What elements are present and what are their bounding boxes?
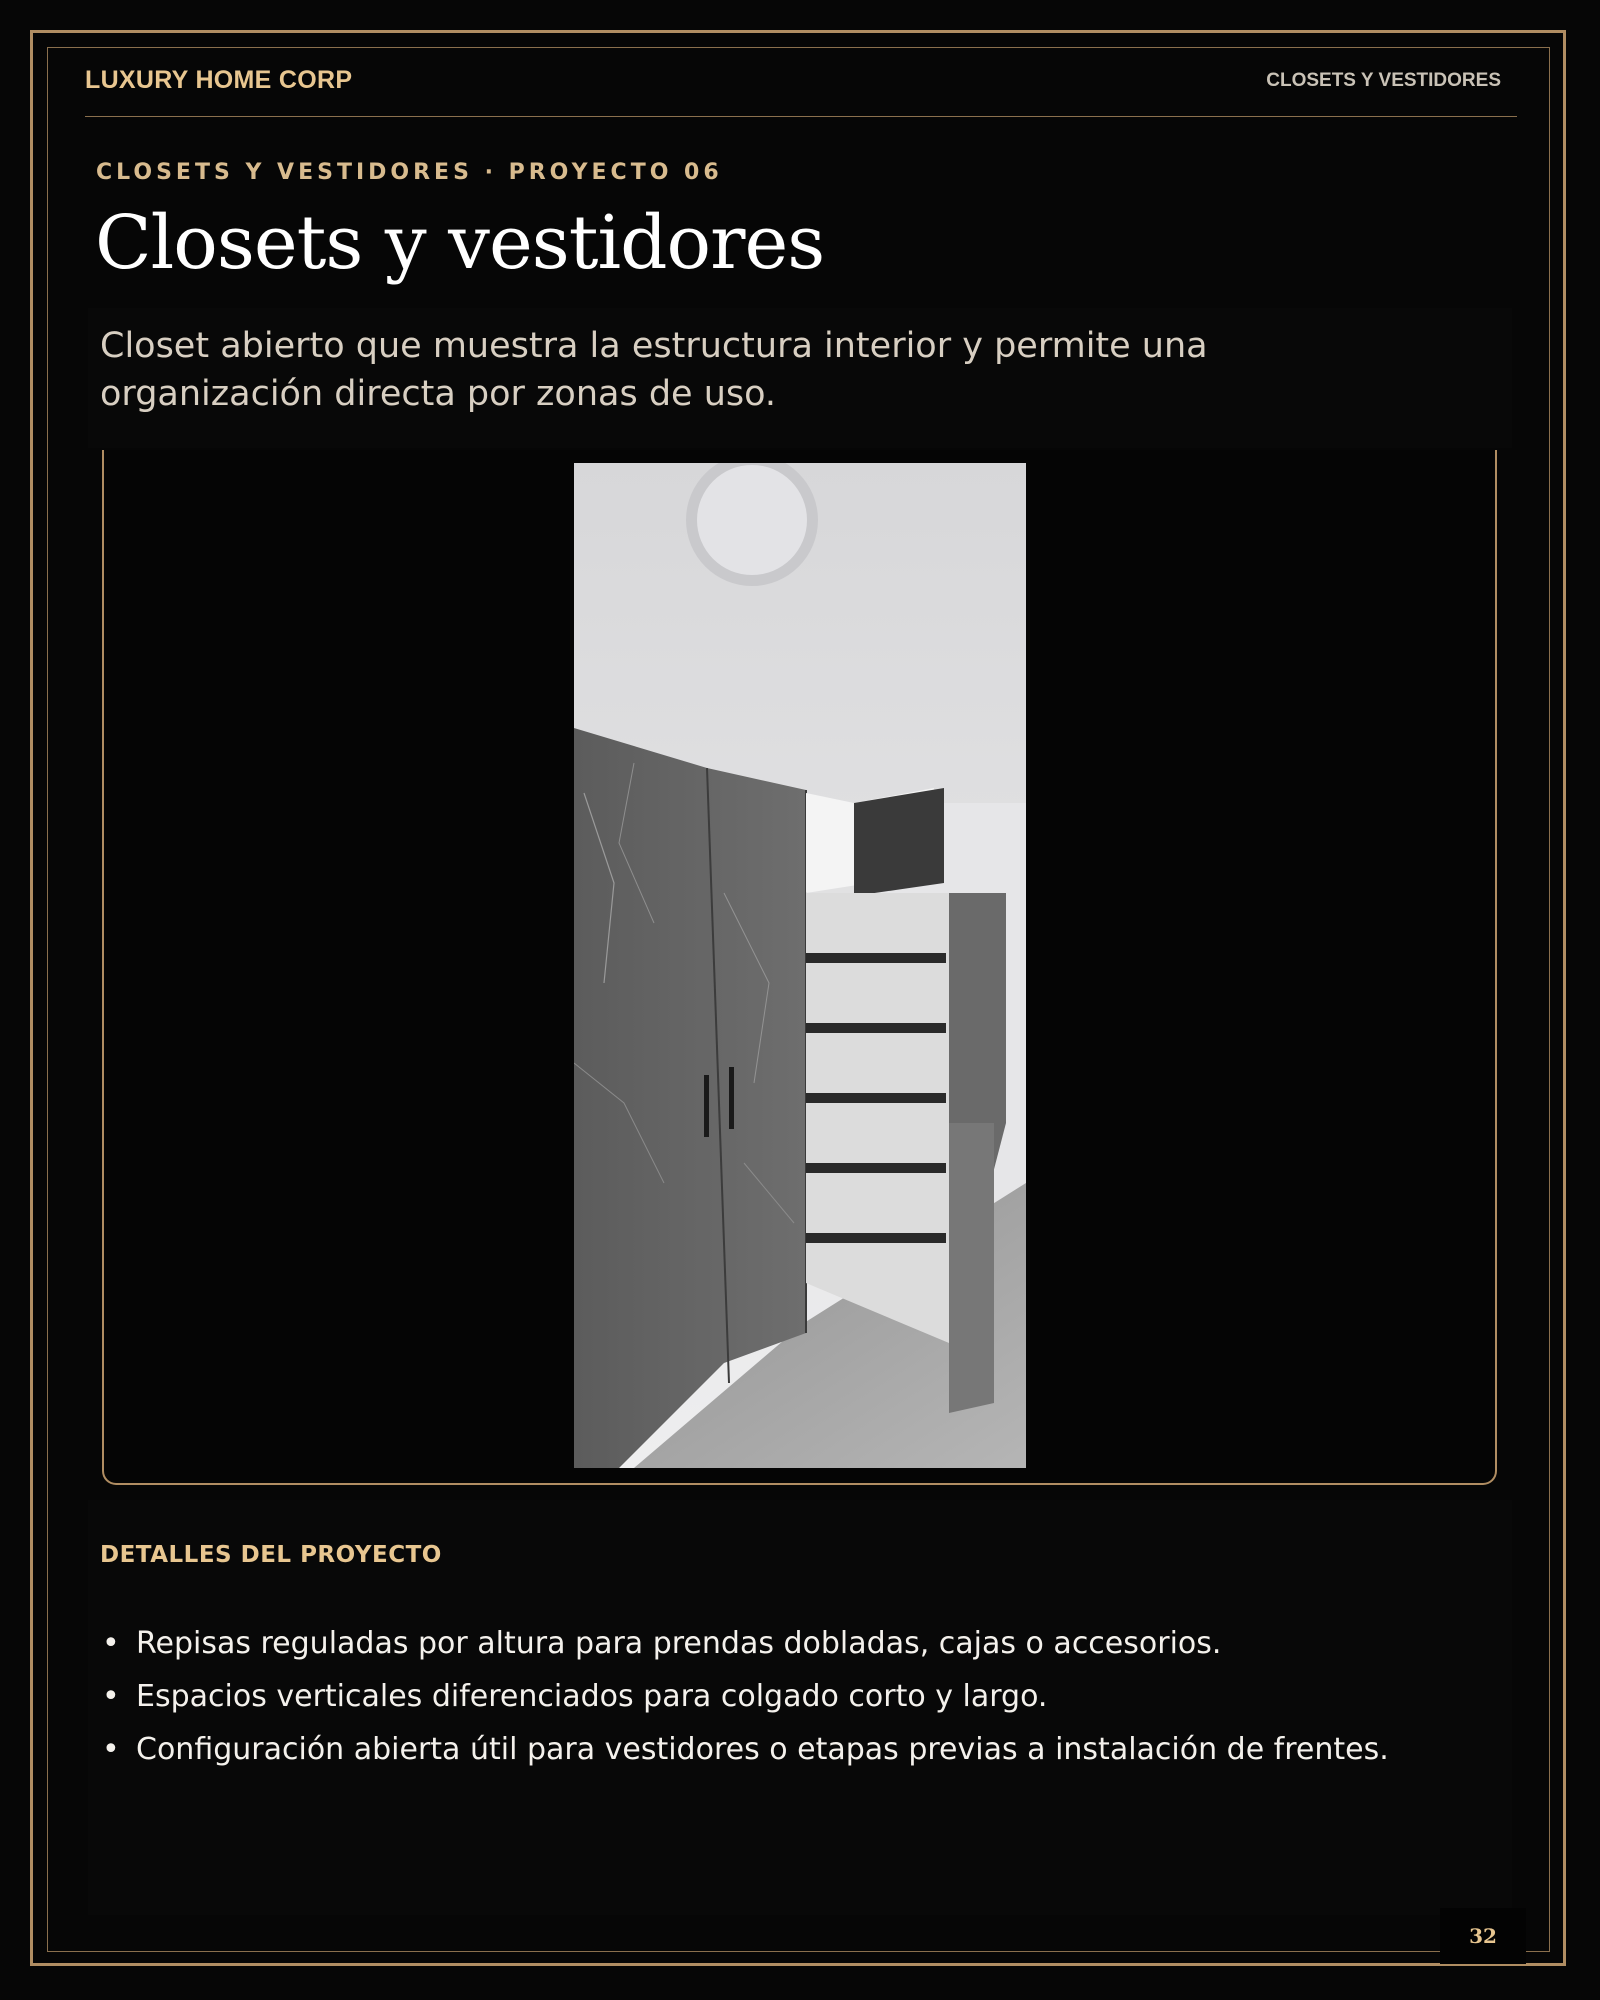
list-item-text: Configuración abierta útil para vestidores o etapas previas a instalación de frentes. — [136, 1732, 1389, 1767]
page-title: Closets y vestidores — [95, 200, 825, 286]
brand-name: LUXURY HOME CORP — [85, 66, 353, 94]
bullet-icon: • — [102, 1626, 120, 1661]
details-title: DETALLES DEL PROYECTO — [100, 1542, 442, 1568]
details-section — [88, 1500, 1512, 1915]
section-label: CLOSETS Y VESTIDORES — [1266, 70, 1501, 91]
list-item — [100, 1622, 1400, 1665]
list-item-text: Espacios verticales diferenciados para colgado corto y largo. — [136, 1679, 1048, 1714]
page-number: 32 — [1469, 1924, 1497, 1948]
closet-photo — [574, 463, 1026, 1468]
bullet-icon: • — [102, 1679, 120, 1714]
bullet-icon: • — [102, 1732, 120, 1767]
page-header — [85, 66, 1517, 117]
list-item — [100, 1728, 1400, 1771]
page-number-box — [1440, 1908, 1526, 1964]
project-eyebrow: CLOSETS Y VESTIDORES · PROYECTO 06 — [96, 160, 723, 185]
list-item — [100, 1675, 1400, 1718]
list-item-text: Repisas reguladas por altura para prendas dobladas, cajas o accesorios. — [136, 1626, 1222, 1661]
project-description: Closet abierto que muestra la estructura interior y permite una organización directa por zonas de uso. — [100, 326, 1208, 414]
details-list — [100, 1622, 1400, 1781]
description-box — [88, 308, 1512, 448]
